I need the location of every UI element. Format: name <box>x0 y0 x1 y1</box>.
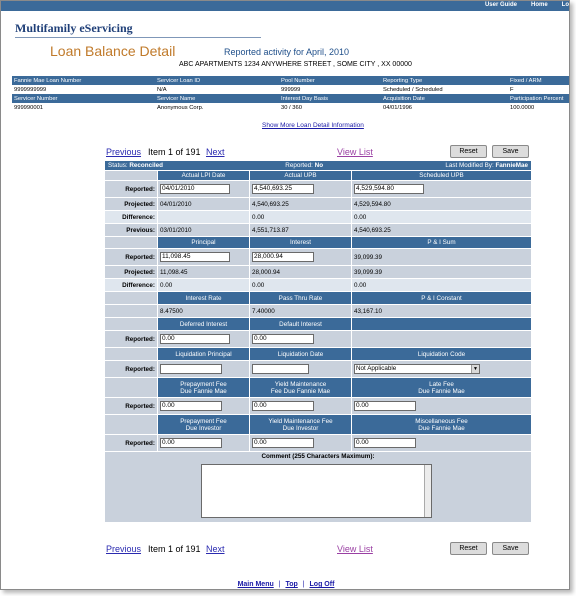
main-menu-link[interactable]: Main Menu <box>237 581 274 588</box>
yield-maintenance-investor-input[interactable]: 0.00 <box>252 438 314 448</box>
projected-scheduled-upb: 4,529,594.80 <box>354 200 391 208</box>
cell <box>158 398 250 414</box>
cell <box>250 331 352 347</box>
difference-interest: 0.00 <box>250 279 352 291</box>
hdr-fannie-mae-loan-number: Fannie Mae Loan Number <box>12 76 155 85</box>
item-counter: Item 1 of 191 <box>148 147 201 157</box>
hdr-pass-thru-rate: Pass Thru Rate <box>250 292 352 304</box>
val-fixed-arm: F <box>510 86 514 93</box>
blank-cell <box>105 378 158 397</box>
previous-actual-upb: 4,551,713.87 <box>250 224 352 236</box>
save-button[interactable]: Save <box>492 542 529 555</box>
previous-link[interactable]: Previous <box>106 544 142 554</box>
cell <box>352 398 531 414</box>
hdr-line-2: Due Fannie Mae <box>418 387 465 395</box>
section7-header-row <box>105 415 531 435</box>
record-nav-top <box>106 145 531 159</box>
chevron-down-icon[interactable]: ▼ <box>471 365 479 373</box>
hdr-text-container <box>180 381 227 395</box>
scheduled-upb-input[interactable]: 4,529,594.80 <box>354 184 424 194</box>
report-activity-label: Reported activity for April, 2010 <box>224 47 350 57</box>
p-i-constant-value: 43,167.10 <box>354 307 383 315</box>
property-address: ABC APARTMENTS 1234 ANYWHERE STREET , SOME CITY , XX 00000 <box>179 61 412 68</box>
next-link[interactable]: Next <box>206 544 225 554</box>
footer-links <box>1 581 570 588</box>
liquidation-date-input[interactable] <box>252 364 309 374</box>
interest-input[interactable]: 28,000.94 <box>252 252 314 262</box>
blank-cell <box>105 237 158 248</box>
hdr-line-1: Miscellaneous Fee <box>415 417 468 425</box>
hdr-line-2: Fee Due Fannie Mae <box>270 387 331 395</box>
hdr-p-i-sum: P & I Sum <box>352 237 531 248</box>
default-interest-input[interactable]: 0.00 <box>252 334 314 344</box>
section4-reported-row <box>105 331 531 348</box>
difference-p-i-sum: 0.00 <box>352 279 531 291</box>
val-pool-number: 999999 <box>281 86 301 93</box>
top-nav-bar <box>1 1 570 11</box>
cell <box>352 361 531 377</box>
hdr-actual-upb: Actual UPB <box>250 171 352 180</box>
status-label: Status: <box>108 162 128 169</box>
val-servicer-number: 999990001 <box>14 104 44 111</box>
comment-area <box>105 462 531 522</box>
val-servicer-name: Anonymous Corp. <box>157 104 204 111</box>
val-participation-percent: 100.0000 <box>510 104 535 111</box>
hdr-servicer-name: Servicer Name <box>155 94 279 103</box>
blank-cell <box>105 348 158 360</box>
reported-label: Reported: <box>105 181 158 197</box>
difference-lpi-date <box>158 211 250 223</box>
val-fannie-mae-loan-number: 9999999999 <box>14 86 47 93</box>
blank-cell <box>352 318 531 330</box>
hdr-liquidation-date: Liquidation Date <box>250 348 352 360</box>
difference-label: Difference: <box>105 211 158 223</box>
hdr-line-2: Due Investor <box>185 424 222 432</box>
section7-reported-row <box>105 435 531 452</box>
cell <box>250 181 352 197</box>
home-link[interactable]: Home <box>530 2 548 8</box>
hdr-interest-rate: Interest Rate <box>158 292 250 304</box>
projected-lpi-date: 04/01/2010 <box>158 198 250 210</box>
section6-reported-row <box>105 398 531 415</box>
hdr-reporting-type: Reporting Type <box>381 76 508 85</box>
section2-header-row <box>105 237 531 249</box>
cell <box>158 331 250 347</box>
previous-lpi-date: 03/01/2010 <box>158 224 250 236</box>
reported-label: Reported: <box>105 331 158 347</box>
difference-scheduled-upb: 0.00 <box>352 211 531 223</box>
liquidation-code-value: Not Applicable <box>356 365 397 372</box>
projected-principal: 11,098.45 <box>158 266 250 278</box>
hdr-line-2: Due Investor <box>282 424 319 432</box>
hdr-liquidation-code: Liquidation Code <box>352 348 531 360</box>
log-off-link[interactable]: Log Off <box>309 581 335 588</box>
hdr-default-interest: Default Interest <box>250 318 352 330</box>
hdr-p-i-constant: P & I Constant <box>352 292 531 304</box>
brand-divider <box>15 37 261 38</box>
reported-label: Reported: <box>105 361 158 377</box>
hdr-line-2: Due Fannie Mae <box>418 424 465 432</box>
comment-textarea[interactable] <box>201 464 432 518</box>
save-button[interactable]: Save <box>492 145 529 158</box>
show-more-loan-detail-link[interactable]: Show More Loan Detail Information <box>262 122 364 129</box>
hdr-interest-day-basis: Interest Day Basis <box>279 94 381 103</box>
blank-cell <box>105 171 158 180</box>
hdr-acquisition-date: Acquisition Date <box>381 94 508 103</box>
hdr-text-container <box>415 418 468 432</box>
pass-thru-rate-value: 7.40000 <box>250 305 352 317</box>
late-fee-fm-input[interactable]: 0.00 <box>354 401 416 411</box>
hdr-participation-percent: Participation Percent <box>508 94 570 103</box>
cell <box>250 398 352 414</box>
reset-button[interactable]: Reset <box>450 542 487 555</box>
section1-header-row <box>105 171 531 181</box>
liquidation-principal-input[interactable] <box>160 364 222 374</box>
cell <box>158 361 250 377</box>
loan-balance-form <box>105 161 531 522</box>
comment-scrollbar[interactable] <box>424 465 431 517</box>
hdr-line-1: Late Fee <box>429 380 454 388</box>
blank-cell <box>105 318 158 330</box>
hdr-text-container <box>271 381 330 395</box>
hdr-yield-maintenance-investor <box>250 415 352 434</box>
hdr-line-1: Yield Maintenance Fee <box>268 417 333 425</box>
last-modified-value: FannieMae <box>495 162 528 169</box>
reported-status-value: No <box>314 162 324 169</box>
cell <box>352 181 531 197</box>
hdr-interest: Interest <box>250 237 352 248</box>
hdr-text-container <box>268 418 332 432</box>
reported-p-i-sum: 39,099.39 <box>354 253 383 261</box>
reported-status-label: Reported: <box>285 162 313 169</box>
cell <box>352 435 531 451</box>
difference-actual-upb: 0.00 <box>250 211 352 223</box>
reported-label: Reported: <box>105 398 158 414</box>
miscellaneous-fee-input[interactable]: 0.00 <box>354 438 416 448</box>
footer-separator: | <box>302 581 305 588</box>
comment-label: Comment (255 Characters Maximum): <box>105 452 531 462</box>
deferred-interest-input[interactable]: 0.00 <box>160 334 230 344</box>
section4-header-row <box>105 318 531 331</box>
last-modified-label: Last Modified By: <box>445 162 494 169</box>
principal-input[interactable]: 11,098.45 <box>160 252 230 262</box>
footer-separator: | <box>278 581 281 588</box>
user-guide-link[interactable]: User Guide <box>484 2 517 8</box>
projected-p-i-sum: 39,099.39 <box>354 268 383 276</box>
prepayment-fee-investor-input[interactable]: 0.00 <box>160 438 222 448</box>
top-link[interactable]: Top <box>285 581 298 588</box>
hdr-text-container <box>180 418 227 432</box>
page-title: Loan Balance Detail <box>50 43 176 59</box>
reported-label: Reported: <box>105 435 158 451</box>
hdr-miscellaneous-fee-fm <box>352 415 531 434</box>
previous-link[interactable]: Previous <box>106 147 142 157</box>
projected-label: Projected: <box>105 198 158 210</box>
hdr-line-1: Yield Maintenance <box>274 380 327 388</box>
actual-upb-input[interactable]: 4,540,693.25 <box>252 184 314 194</box>
hdr-liquidation-principal: Liquidation Principal <box>158 348 250 360</box>
section5-header-row <box>105 348 531 361</box>
view-list-link[interactable]: View List <box>337 147 373 157</box>
blank-cell <box>352 331 531 347</box>
section3-value-row <box>105 305 531 318</box>
reported-field <box>285 162 323 169</box>
hdr-late-fee-fm <box>352 378 531 397</box>
difference-principal: 0.00 <box>158 279 250 291</box>
hdr-prepayment-fee-fm <box>158 378 250 397</box>
yield-maintenance-fm-input[interactable]: 0.00 <box>252 401 314 411</box>
val-reporting-type: Scheduled / Scheduled <box>383 86 443 93</box>
previous-scheduled-upb: 4,540,693.25 <box>354 226 391 234</box>
last-modified-field <box>445 162 528 169</box>
section1-projected-row <box>105 198 531 211</box>
section2-reported-row <box>105 249 531 266</box>
val-acquisition-date: 04/01/1996 <box>383 104 413 111</box>
section6-header-row <box>105 378 531 398</box>
item-counter: Item 1 of 191 <box>148 544 201 554</box>
val-interest-day-basis: 30 / 360 <box>281 104 302 111</box>
next-link[interactable]: Next <box>206 147 225 157</box>
loan-info-header-row-1 <box>12 76 570 85</box>
loan-info-value-row-2 <box>12 103 570 112</box>
cell <box>158 181 250 197</box>
hdr-line-1: Prepayment Fee <box>180 380 227 388</box>
logout-link-truncated[interactable]: Lo <box>561 2 569 8</box>
hdr-actual-lpi-date: Actual LPI Date <box>158 171 250 180</box>
hdr-servicer-number: Servicer Number <box>12 94 155 103</box>
status-bar <box>105 161 531 171</box>
status-value: Reconciled <box>129 162 163 169</box>
hdr-text-container <box>418 381 465 395</box>
hdr-fixed-arm: Fixed / ARM <box>508 76 570 85</box>
hdr-line-2: Due Fannie Mae <box>180 387 227 395</box>
hdr-deferred-interest: Deferred Interest <box>158 318 250 330</box>
cell <box>250 249 352 265</box>
projected-interest: 28,000.94 <box>250 266 352 278</box>
hdr-scheduled-upb: Scheduled UPB <box>352 171 531 180</box>
section2-difference-row <box>105 279 531 292</box>
hdr-prepayment-fee-investor <box>158 415 250 434</box>
val-servicer-loan-id: N/A <box>157 86 167 93</box>
section5-reported-row <box>105 361 531 378</box>
reset-button[interactable]: Reset <box>450 145 487 158</box>
view-list-link[interactable]: View List <box>337 544 373 554</box>
section3-header-row <box>105 292 531 305</box>
projected-label: Projected: <box>105 266 158 278</box>
cell <box>158 249 250 265</box>
loan-info-value-row-1 <box>12 85 570 94</box>
hdr-pool-number: Pool Number <box>279 76 381 85</box>
record-nav-bottom <box>106 542 531 556</box>
section2-projected-row <box>105 266 531 279</box>
hdr-line-1: Prepayment Fee <box>180 417 227 425</box>
previous-label: Previous: <box>105 224 158 236</box>
interest-rate-value: 8.47500 <box>158 305 250 317</box>
difference-label: Difference: <box>105 279 158 291</box>
hdr-yield-maintenance-fm <box>250 378 352 397</box>
loan-info-header-row-2 <box>12 94 570 103</box>
blank-cell <box>105 305 158 317</box>
actual-lpi-date-input[interactable]: 04/01/2010 <box>160 184 230 194</box>
cell <box>250 361 352 377</box>
hdr-servicer-loan-id: Servicer Loan ID <box>155 76 279 85</box>
cell <box>158 435 250 451</box>
reported-label: Reported: <box>105 249 158 265</box>
cell <box>250 435 352 451</box>
loan-info-table <box>12 76 570 112</box>
status-field <box>108 162 163 169</box>
projected-actual-upb: 4,540,693.25 <box>250 198 352 210</box>
hdr-principal: Principal <box>158 237 250 248</box>
prepayment-fee-fm-input[interactable]: 0.00 <box>160 401 222 411</box>
section1-difference-row <box>105 211 531 224</box>
liquidation-code-select[interactable] <box>354 364 480 374</box>
blank-cell <box>105 415 158 434</box>
blank-cell <box>105 292 158 304</box>
section1-previous-row <box>105 224 531 237</box>
brand-title: Multifamily eServicing <box>15 21 133 35</box>
section1-reported-row <box>105 181 531 198</box>
